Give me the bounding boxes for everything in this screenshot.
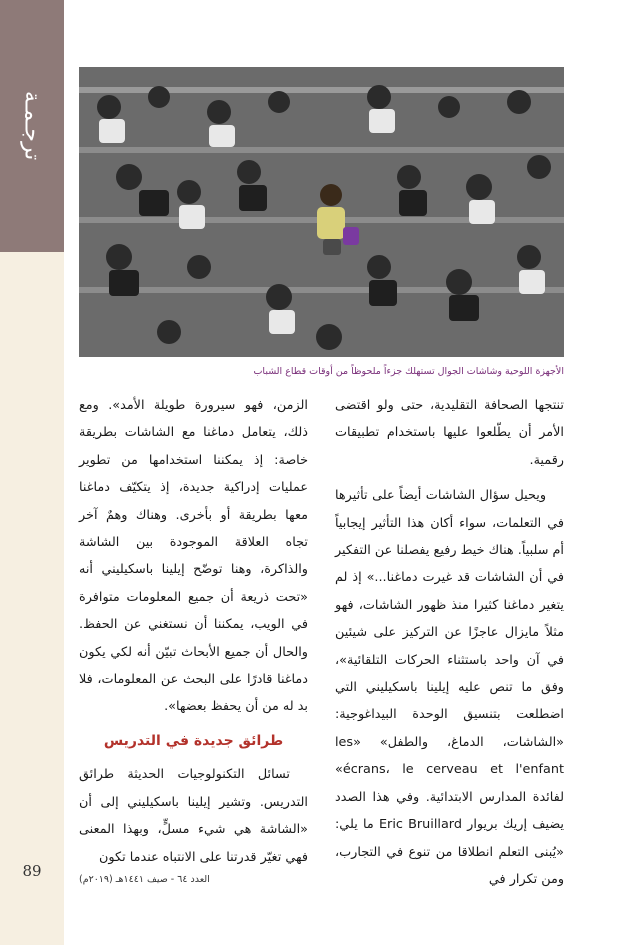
left-paragraph-1: الزمن، فهو سيرورة طويلة الأمد». ومع ذلك، يتعامل دماغنا مع الشاشات بطريقة خاصة: إذ يمكننا استخدامها من تطوير عمليات إدراكية جديدة، إذ يتكيّف دماغنا معها بطريقة أو بأخرى. وهناك وهمٌ آخر تجاه العلاقة الموجودة بين الشاشة والذاكرة، وهنا توضّح إيلينا باسكيليني أنه «تحت ذريعة أن جميع المعلومات متوافرة في الويب، يمكننا أن نستغني عن الحفظ. والحال أن جميع الأبحاث تبيّن أنه لكي يكون دماغنا قادرًا على البحث عن المعلومات، فلا بد له من أن يحفظ بعضها». <box>79 398 308 715</box>
left-paragraph-2: تسائل التكنولوجيات الحديثة طرائق التدريس. وتشير إيلينا باسكيليني إلى أن «الشاشة هي شيء مسلٍّ، وبهذا المعنى فهي تغيّر قدرتنا على الانتباه عندما تكون <box>79 767 308 865</box>
issue-footer: العدد ٦٤ - صيف ١٤٤١هـ (٢٠١٩م) <box>79 874 210 885</box>
right-column <box>335 392 564 893</box>
crowd-photo-icon <box>79 67 564 357</box>
left-column <box>79 392 308 871</box>
page-number: 89 <box>22 862 42 880</box>
right-paragraph-2: ويحيل سؤال الشاشات أيضاً على تأثيرها في التعلمات، سواء أكان هذا التأثير إيجابياً أم سلبياً. هناك خيط رفيع يفصلنا عن التفكير في أن الشاشات قد غيرت دماغنا...» إذ لم يتغير دماغنا كثيرا منذ ظهور الشاشات، فهو مثلاً مايزال عاجزًا عن التركيز على شيئين في آن واحد باستثناء الحركات التلقائية»، وفق ما تنص عليه إيلينا باسكيليني التي اضطلعت بتنسيق الوحدة البيداغوجية: «الشاشات، الدماغ، والطفل» «les écrans، le cerveau et l'enfant» لفائدة المدارس الابتدائية. وفي هذا الصدد يضيف إريك بريوار Eric Bruillard ما يلي: «يُبنى التعلم انطلاقا من تنوع في التجارب، ومن تكرار في <box>335 488 564 887</box>
section-label: ترجـمـة <box>19 91 45 161</box>
side-column <box>0 0 64 945</box>
section-tab <box>0 0 64 252</box>
photo-caption: الأجهزة اللوحية وشاشات الجوال تستهلك جزءاً ملحوظاً من أوقات قطاع الشباب <box>253 366 564 377</box>
section-heading: طرائق جديدة في التدريس <box>103 732 284 749</box>
right-paragraph-1: تنتجها الصحافة التقليدية، حتى ولو اقتضى الأمر أن يطّلعوا عليها باستخدام تطبيقات رقمية. <box>335 398 564 468</box>
crowd-photo <box>79 67 564 357</box>
